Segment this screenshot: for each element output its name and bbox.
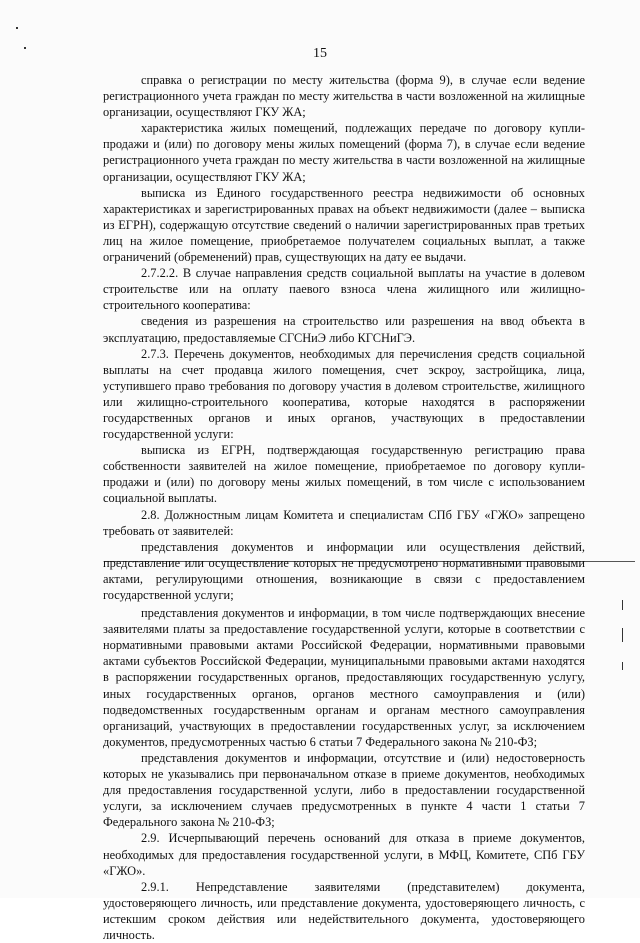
document-body <box>103 72 585 943</box>
scan-mark <box>622 628 623 642</box>
paragraph: выписка из Единого государственного реестра недвижимости об основных характеристиках и зарегистрированных правах на объект недвижимости (далее – выписка из ЕГРН), содержащую отсутствие сведений о наличии зарегистрированных прав третьих лиц на жилое помещение, приобретаемое получателем социальных выплат, а также ограничений (обременений) прав, существующих на дату ее выдачи. <box>103 185 585 265</box>
paragraph: представления документов и информации или осуществления действий, представление или осуществление которых не предусмотрено нормативными правовыми актами, регулирующими отношения, возникающие в связи с предоставлением государственной услуги; <box>103 539 585 602</box>
paragraph: 2.9. Исчерпывающий перечень оснований для отказа в приеме документов, необходимых для предоставления государственной услуги, в МФЦ, Комитете, СПб ГБУ «ГЖО». <box>103 831 585 878</box>
paragraph: 2.7.3. Перечень документов, необходимых для перечисления средств социальной выплаты на счет продавца жилого помещения, счет эскроу, застройщика, лица, уступившего право требования по договору участия в долевом строительстве, жилищного или жилищно-строительного кооператива, которые находятся в распоряжении государственных органов и иных органов, участвующих в предоставлении государственной услуги: <box>103 346 585 442</box>
paragraph: справка о регистрации по месту жительства (форма 9), в случае если ведение регистрационного учета граждан по месту жительства в части возложенной на жилищные организации, осуществляют ГКУ ЖА; <box>103 73 585 120</box>
scan-mark <box>622 662 623 670</box>
paragraph: выписка из ЕГРН, подтверждающая государственную регистрацию права собственности заявителей на жилое помещение, приобретаемое по договору купли-продажи и (или) по договору мены жилых помещений, в том числе с использованием социальной выплаты. <box>103 443 585 506</box>
paragraph: представления документов и информации, в том числе подтверждающих внесение заявителями платы за предоставление государственной услуги, которые в соответствии с нормативными правовыми актами Российской Федерации, нормативными правовыми актами субъектов Российской Федерации, муниципальными правовыми актами находятся в распоряжении государственных органов, предоставляющих государственную услугу, иных государственных органов, органов местного самоуправления и (или) подведомственных государственным органам и органам местного самоуправления организаций, участвующих в предоставлении государственных услуг, за исключением документов, предусмотренных частью 6 статьи 7 Федерального закона № 210-ФЗ; <box>103 606 585 749</box>
scan-mark <box>16 27 18 29</box>
paragraph: 2.9.1. Непредставление заявителями (представителем) документа, удостоверяющего личность, или представление документа, удостоверяющего личность, с истекшим сроком действия или недействительного документа, удостоверяющего личность. <box>103 879 585 942</box>
paragraph: сведения из разрешения на строительство или разрешения на ввод объекта в эксплуатацию, предоставляемые СГСНиЭ либо КГСНиГЭ. <box>103 314 585 345</box>
page-number: 15 <box>313 46 327 61</box>
scan-mark <box>622 600 623 610</box>
paragraph: 2.7.2.2. В случае направления средств социальной выплаты на участие в долевом строительстве или на оплату паевого взноса члена жилищного или жилищно-строительного кооператива: <box>103 266 585 313</box>
paragraph: представления документов и информации, отсутствие и (или) недостоверность которых не указывались при первоначальном отказе в приеме документов, необходимых для предоставления государственной услуги, либо в предоставлении государственной услуги, за исключением случаев предусмотренных в пункте 4 части 1 статьи 7 Федерального закона № 210-ФЗ; <box>103 750 585 830</box>
paragraph: 2.8. Должностным лицам Комитета и специалистам СПб ГБУ «ГЖО» запрещено требовать от заявителей: <box>103 507 585 538</box>
paragraph: характеристика жилых помещений, подлежащих передаче по договору купли-продажи и (или) по договору мены жилых помещений (форма 7), в случае если ведение регистрационного учета граждан по месту жительства в части возложенной на жилищные организации, осуществляют ГКУ ЖА; <box>103 121 585 184</box>
